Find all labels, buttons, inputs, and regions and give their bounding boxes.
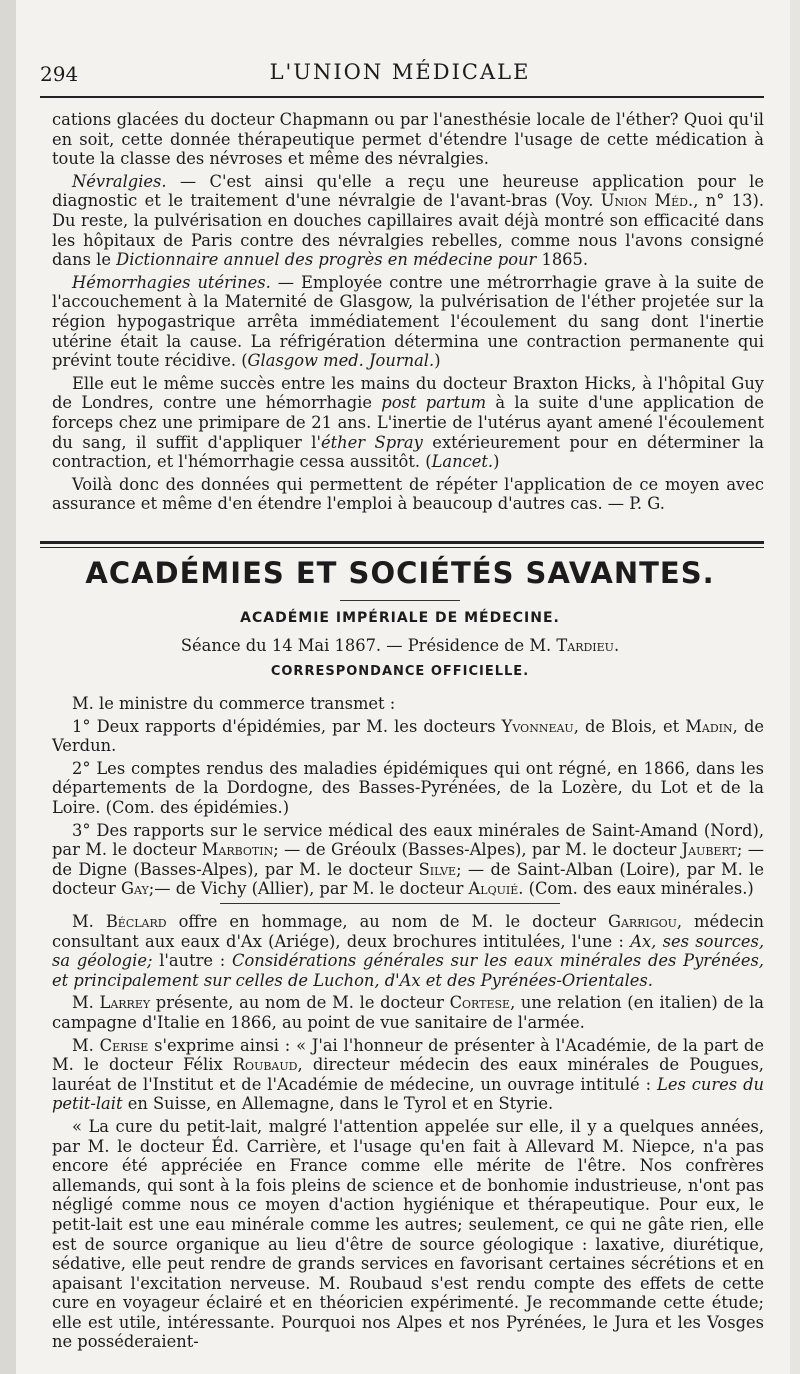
paragraph-quotation: « La cure du petit-lait, malgré l'attention appelée sur elle, il y a quelques années, par M. le docteur Éd. Carrière, et l'usage qu'en fait à Allevard M. Niepce, n'a pas encore été appréciée en France comme elle mérite de l'être. Nos confrères allemands, qui sont à la fois pleins de science et de bonhomie industrieuse, n'ont pas négligé comme nous ce moyen d'action hygiénique et thérapeutique. Pour eux, le petit-lait est une eau minérale comme les autres; seulement, ce qui ne gâte rien, elle est de source organique au lieu d'être de source géologique : laxative, diurétique, sédative, elle peut rendre de grands services en favorisant certaines sécrétions et en apaisant l'excitation nerveuse. M. Roubaud s'est rendu compte des effets de cette cure en voyageur éclairé et en théoricien expérimenté. Je recommande cette étude; elle est utile, intéressante. Pourquoi nos Alpes et nos Pyrénées, le Jura et les Vosges ne posséderaient- bbox=[52, 1116, 764, 1352]
paragraph-heading: Hémorrhagies utérines. bbox=[72, 272, 271, 292]
page-gutter-left bbox=[0, 0, 16, 1374]
paragraph: M. le ministre du commerce transmet : bbox=[72, 694, 396, 713]
running-title: L'UNION MÉDICALE bbox=[269, 60, 531, 84]
header-rule bbox=[40, 96, 764, 98]
page-edge-right bbox=[790, 0, 800, 1374]
block-divider bbox=[220, 903, 560, 904]
article-continuation bbox=[52, 110, 764, 517]
page-header bbox=[40, 58, 760, 98]
paragraph-hemorrhagies: Hémorrhagies utérines. — Employée contre une métrorrhagie grave à la suite de l'accouchement à la Maternité de Glasgow, la pulvérisation de l'éther projetée sur la région hypogastrique arrêta immédiatement l'écoulement du sang dont l'inertie utérine était la cause. La réfrigération détermina une contraction permanente qui prévint toute récidive. (Glasgow med. Journal.) bbox=[52, 272, 764, 371]
session-line: Séance du 14 Mai 1867. — Présidence de M. Tardieu. bbox=[180, 636, 620, 655]
presentations-body bbox=[52, 912, 764, 1355]
section-subtitle: ACADÉMIE IMPÉRIALE DE MÉDECINE. bbox=[240, 610, 560, 626]
list-item: 2° Les comptes rendus des maladies épidémiques qui ont régné, en 1866, dans les départements de la Dordogne, des Basses-Pyrénées, de la Lozère, du Lot et de la Loire. (Com. des épidémies.) bbox=[52, 758, 764, 817]
paragraph-heading: Névralgies. bbox=[72, 171, 167, 191]
paragraph: M. Larrey présente, au nom de M. le docteur Cortese, une relation (en italien) de la campagne d'Italie en 1866, au point de vue sanitaire de l'armée. bbox=[52, 993, 764, 1032]
paragraph: cations glacées du docteur Chapmann ou par l'anesthésie locale de l'éther? Quoi qu'il en soit, cette donnée thérapeutique permet d'étendre l'usage de cette médication à toute la classe des névroses et même des névralgies. bbox=[52, 110, 764, 169]
list-item: 1° Deux rapports d'épidémies, par M. les docteurs Yvonneau, de Blois, et Madin, de Verdun. bbox=[52, 716, 764, 756]
section-rule-thick bbox=[40, 541, 764, 544]
list-item: 3° Des rapports sur le service médical des eaux minérales de Saint-Amand (Nord), par M. le docteur Marbotin; — de Gréoulx (Basses-Alpes), par M. le docteur Jaubert; — de Digne (Basses-Alpes), par M. le docteur Silve; — de Saint-Alban (Loire), par M. le docteur Gay;— de Vichy (Allier), par M. le docteur Alquié. (Com. des eaux minérales.) bbox=[52, 820, 765, 899]
correspondence-heading: CORRESPONDANCE OFFICIELLE. bbox=[270, 664, 530, 679]
title-divider bbox=[340, 600, 460, 601]
section-title: ACADÉMIES ET SOCIÉTÉS SAVANTES. bbox=[85, 556, 715, 590]
paragraph-signature: Voilà donc des données qui permettent de répéter l'application de ce moyen avec assurance et même d'en étendre l'emploi à beaucoup d'autres cas. — P. G. bbox=[52, 474, 764, 514]
paragraph: Elle eut le même succès entre les mains du docteur Braxton Hicks, à l'hôpital Guy de Londres, contre une hémorrhagie post partum à la suite d'une application de forceps chez une primipare de 21 ans. L'inertie de l'utérus ayant amené l'écoulement du sang, il suffit d'appliquer l'éther Spray extérieurement pour en déterminer la contraction, et l'hémorrhagie cessa aussitôt. (Lancet.) bbox=[52, 373, 764, 472]
page-number: 294 bbox=[40, 62, 79, 86]
paragraph-nevralgies: Névralgies. — C'est ainsi qu'elle a reçu une heureuse application pour le diagnostic et le traitement d'une névralgie de l'avant-bras (Voy. Union Méd., n° 13). Du reste, la pulvérisation en douches capillaires avait déjà montré son efficacité dans les hôpitaux de Paris contre des névralgies rebelles, comme nous l'avons consigné dans le Dictionnaire annuel des progrès en médecine pour 1865. bbox=[52, 171, 764, 270]
correspondence-body bbox=[52, 694, 764, 902]
section-rule-thin bbox=[40, 547, 764, 548]
paragraph: M. Béclard offre en hommage, au nom de M. le docteur Garrigou, médecin consultant aux eaux d'Ax (Ariége), deux brochures intitulées, l'une : Ax, ses sources, sa géologie; l'autre : Considérations générales sur les eaux minérales des Pyrénées, et principalement sur celles de Luchon, d'Ax et des Pyrénées-Orientales. bbox=[52, 912, 764, 990]
paragraph: M. Cerise s'exprime ainsi : « J'ai l'honneur de présenter à l'Académie, de la part de M. le docteur Félix Roubaud, directeur médecin des eaux minérales de Pougues, lauréat de l'Institut et de l'Académie de médecine, un ouvrage intitulé : Les cures du petit-lait en Suisse, en Allemagne, dans le Tyrol et en Styrie. bbox=[52, 1035, 764, 1114]
